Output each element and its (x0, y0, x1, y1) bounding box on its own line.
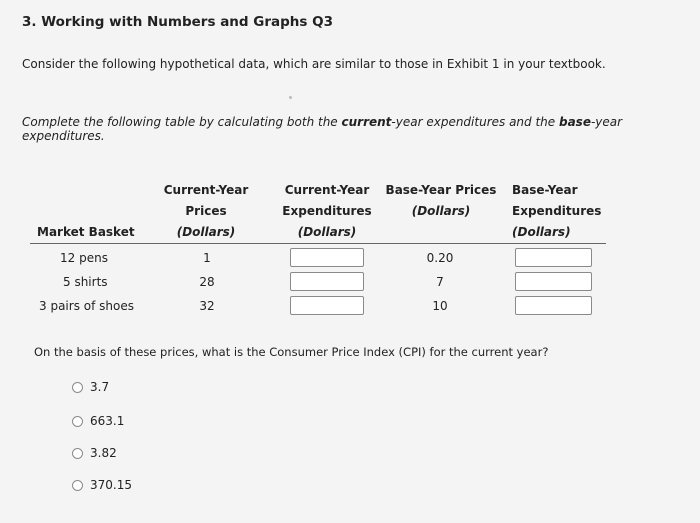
decorative-dot (289, 96, 292, 99)
header-current-year-prices (143, 180, 269, 243)
answer-option[interactable] (72, 380, 109, 394)
header-base-year-expenditures (512, 180, 601, 243)
instruction-text (22, 115, 700, 143)
row-item: 12 pens (60, 251, 108, 265)
answer-option[interactable] (72, 446, 117, 460)
row-item: 3 pairs of shoes (39, 299, 134, 313)
header-label: Expenditures (282, 204, 372, 218)
cpi-question: On the basis of these prices, what is the Consumer Price Index (CPI) for the current year? (34, 345, 549, 359)
header-units: (Dollars) (297, 225, 357, 239)
radio-button[interactable] (72, 480, 83, 491)
base-expenditure-input[interactable] (515, 272, 592, 291)
header-units: (Dollars) (176, 225, 236, 239)
intro-text: Consider the following hypothetical data, which are similar to those in Exhibit 1 in your textbook. (22, 57, 606, 71)
base-price: 0.20 (426, 251, 454, 265)
table-header-rule (30, 243, 606, 244)
radio-button[interactable] (72, 448, 83, 459)
instruction-part: -year expenditures. (22, 115, 623, 143)
answer-option-label: 663.1 (90, 414, 125, 428)
answer-option-label: 370.15 (90, 478, 132, 492)
header-label: Base-Year Prices (385, 183, 497, 197)
answer-option[interactable] (72, 478, 132, 492)
current-price: 32 (199, 299, 215, 313)
base-price: 10 (432, 299, 448, 313)
current-price: 1 (203, 251, 211, 265)
radio-button[interactable] (72, 416, 83, 427)
current-expenditure-input[interactable] (290, 296, 364, 315)
radio-button[interactable] (72, 382, 83, 393)
header-label: Current-Year Prices (163, 183, 249, 218)
row-item: 5 shirts (63, 275, 108, 289)
base-expenditure-input[interactable] (515, 248, 592, 267)
answer-option-label: 3.82 (90, 446, 117, 460)
instruction-bold-current: current (341, 115, 392, 129)
answer-option-label: 3.7 (90, 380, 110, 394)
answer-option[interactable] (72, 414, 124, 428)
current-price: 28 (199, 275, 215, 289)
header-units: (Dollars) (512, 225, 571, 239)
instruction-part: -year expenditures and the (391, 115, 559, 129)
base-expenditure-input[interactable] (515, 296, 592, 315)
header-units: (Dollars) (411, 204, 471, 218)
question-title: 3. Working with Numbers and Graphs Q3 (22, 14, 334, 30)
instruction-part: Complete the following table by calculating both the (22, 115, 342, 129)
current-expenditure-input[interactable] (290, 272, 364, 291)
header-label: Base-Year (512, 183, 578, 197)
current-expenditure-input[interactable] (290, 248, 364, 267)
header-base-year-prices (385, 180, 497, 222)
base-price: 7 (436, 275, 444, 289)
header-label: Market Basket (37, 225, 135, 239)
header-label: Current-Year (284, 183, 370, 197)
header-label: Expenditures (512, 204, 602, 218)
instruction-bold-base: base (558, 115, 591, 129)
header-current-year-expenditures (280, 180, 374, 243)
header-market-basket (37, 222, 135, 243)
